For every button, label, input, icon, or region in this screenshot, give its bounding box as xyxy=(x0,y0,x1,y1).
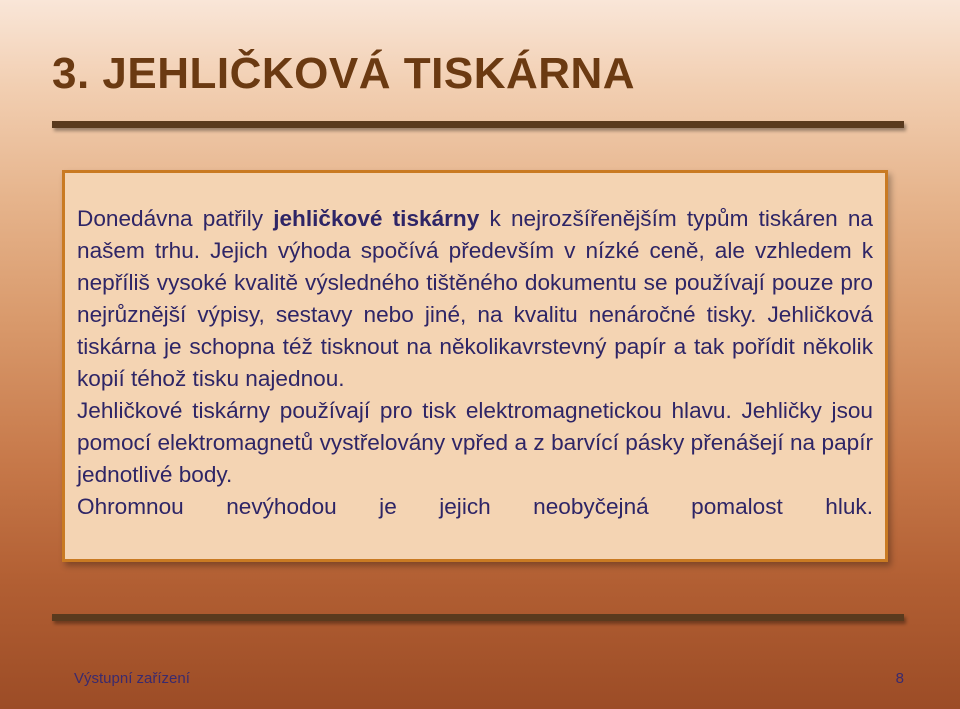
content-box xyxy=(62,170,888,562)
title-divider xyxy=(52,121,904,128)
content-text xyxy=(77,203,873,523)
paragraph-disadvantage: Ohromnou nevýhodou je jejich neobyčejná pomalost hluk. xyxy=(77,494,873,519)
footer-section-label: Výstupní zařízení xyxy=(74,670,190,687)
page-number: 8 xyxy=(895,670,904,687)
paragraph-mechanism: Jehličkové tiskárny používají pro tisk elektromagnetickou hlavu. Jehličky jsou pomocí elektromagnetů vystřelovány vpřed a z barvící pásky přenášejí na papír jednotlivé body. xyxy=(77,398,873,487)
paragraph-intro-rest: k nejrozšířenějším typům tiskáren na našem trhu. Jejich výhoda spočívá především v nízké ceně, ale vzhledem k nepříliš vysoké kvalitě výsledného tištěného dokumentu se používají pouze pro nejrůznější výpisy, sestavy nebo jiné, na kvalitu nenáročné tisky. Jehličková tiskárna je schopna též tisknout na několikavrstevný papír a tak pořídit několik kopií téhož tisku najednou. xyxy=(77,206,874,391)
highlight-term: jehličkové tiskárny xyxy=(273,206,480,231)
paragraph-intro xyxy=(77,203,873,395)
slide-title: 3. JEHLIČKOVÁ TISKÁRNA xyxy=(52,49,636,98)
paragraph-intro-start: Donedávna patřily xyxy=(77,206,274,231)
bottom-divider xyxy=(52,614,904,621)
